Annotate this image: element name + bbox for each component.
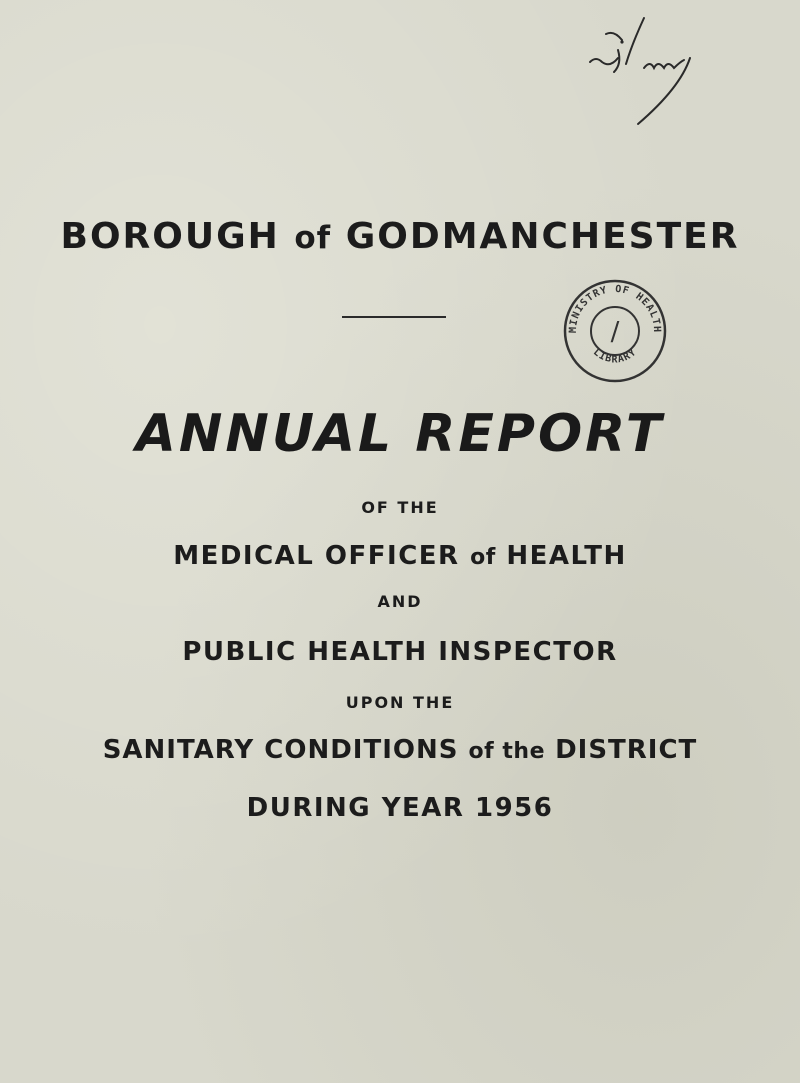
of-the-lower-text: of the xyxy=(468,739,545,764)
medical-officer-line xyxy=(0,541,800,571)
stamp-bottom-text: LIBRARY xyxy=(590,346,640,366)
of-the-line: OF THE xyxy=(361,498,439,517)
borough-town: GODMANCHESTER xyxy=(345,216,740,257)
during-year-line: DURING YEAR 1956 xyxy=(246,793,554,823)
borough-connector: of xyxy=(294,220,332,256)
divider-rule xyxy=(342,316,446,318)
upon-the-line: UPON THE xyxy=(345,693,455,712)
health-text: HEALTH xyxy=(506,541,627,571)
stamp-center-mark: / xyxy=(610,317,620,347)
and-line: AND xyxy=(377,592,423,611)
medical-of-text: of xyxy=(470,545,496,570)
borough-heading xyxy=(0,216,800,257)
public-health-inspector-line: PUBLIC HEALTH INSPECTOR xyxy=(182,637,618,667)
sanitary-conditions-line xyxy=(0,735,800,765)
handwritten-signature xyxy=(560,10,720,130)
sanitary-conditions-text: SANITARY CONDITIONS xyxy=(102,735,459,765)
borough-word: BOROUGH xyxy=(60,216,280,257)
stamp-top-text: MINISTRY OF HEALTH xyxy=(567,283,663,334)
svg-text:LIBRARY xyxy=(591,347,639,366)
library-stamp xyxy=(562,278,668,384)
report-title: ANNUAL REPORT xyxy=(135,404,665,464)
medical-officer-text: MEDICAL OFFICER xyxy=(173,541,460,571)
district-text: DISTRICT xyxy=(555,735,698,765)
